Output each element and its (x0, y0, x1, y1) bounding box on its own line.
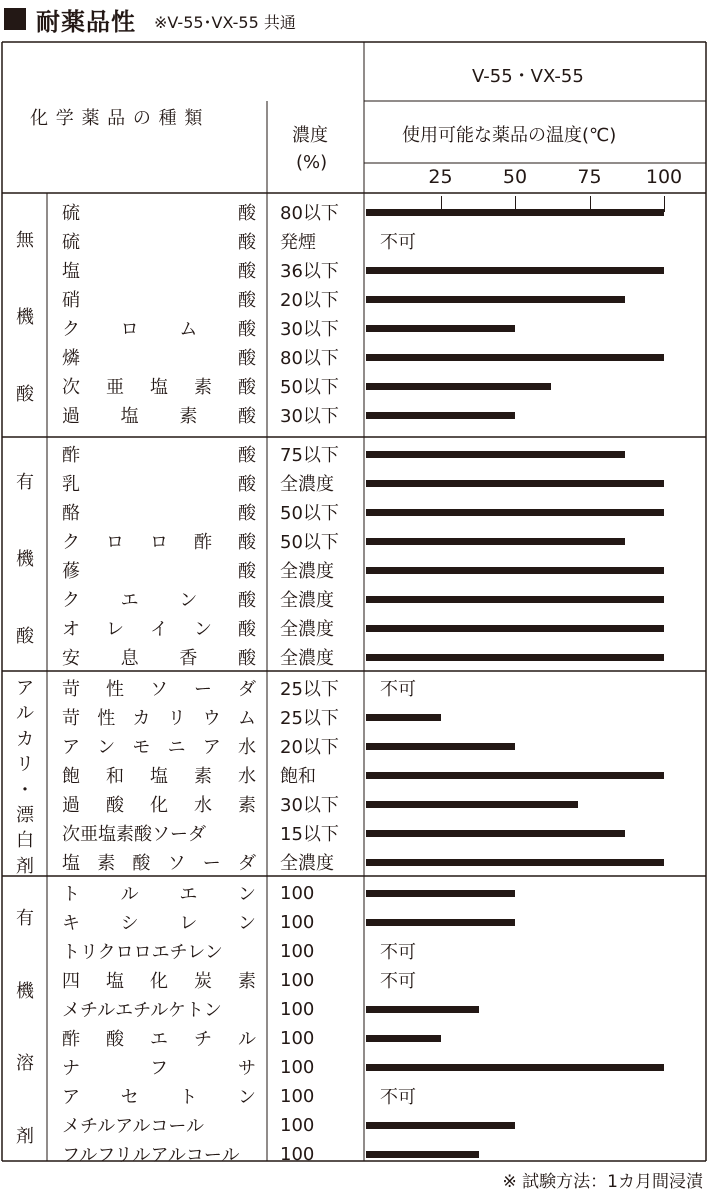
temperature-bar (366, 567, 664, 574)
chemical-name-part: ト (179, 1087, 198, 1108)
temperature-bar (366, 412, 515, 419)
category-label-char: 機 (16, 549, 34, 570)
chemical-name-part: 酸 (237, 319, 256, 340)
concentration-value: 100 (280, 1027, 315, 1049)
category-label-char: ア (16, 678, 34, 699)
concentration-value: 100 (280, 911, 315, 933)
chemical-name-part: トリクロロエチレン (62, 942, 223, 963)
not-allowed-label: 不可 (380, 232, 416, 253)
temperature-bar (366, 1006, 479, 1013)
chemical-name-part: 酸 (132, 853, 151, 874)
chemical-name-part: 酸 (237, 648, 256, 669)
concentration-value: 全濃度 (280, 619, 334, 640)
chemical-name-part: オ (62, 619, 80, 640)
temperature-bar (366, 890, 515, 897)
chemical-name-part: 水 (237, 737, 256, 758)
chemical-name-part: ム (179, 319, 198, 340)
chemical-name-part: 酸 (238, 503, 256, 524)
temperature-bar (366, 743, 515, 750)
chemical-name-part: イ (150, 619, 168, 640)
chemical-name (62, 674, 256, 702)
concentration-value: 全濃度 (280, 474, 334, 495)
temperature-bar (366, 801, 578, 808)
chemical-name (62, 527, 256, 555)
category-label-char: 無 (16, 229, 34, 251)
temperature-bar (366, 538, 625, 545)
chemical-name (62, 908, 256, 936)
chemical-name-part: 過 (62, 406, 80, 427)
chemical-name-part: ン (237, 1087, 256, 1108)
chemical-name-part: ク (62, 590, 80, 611)
chemical-name-part: 塩 (62, 261, 80, 282)
chemical-name (62, 848, 256, 876)
chemical-name (62, 614, 256, 642)
chemical-name-part: 塩 (120, 406, 139, 427)
chemical-name-part: 塩 (62, 853, 80, 874)
chemical-name-part: ア (202, 737, 221, 758)
chemical-name-part: シ (120, 913, 139, 934)
category-label-char: ル (16, 703, 34, 725)
chemical-name-part: 酢 (62, 445, 80, 466)
chemical-name-part: メチルアルコール (62, 1116, 205, 1137)
chemical-name-part: ム (237, 708, 256, 729)
chemical-name-part: フ (150, 1058, 168, 1079)
chemical-name-part: エ (120, 590, 139, 611)
chemical-name-part: 素 (194, 766, 212, 787)
chemical-name-part: セ (120, 1087, 139, 1108)
chemical-name-part: 飽 (62, 766, 80, 787)
chemical-name (62, 703, 256, 731)
category-label-char: 溶 (16, 1053, 34, 1075)
temperature-bar (366, 209, 664, 216)
title-note: ※V-55･VX-55 共通 (154, 12, 296, 32)
chemical-name-part: 素 (238, 971, 256, 992)
chemical-name-part: 素 (97, 853, 116, 874)
chemical-name (62, 285, 256, 313)
chemical-name-part: ダ (237, 853, 256, 874)
chemical-name (62, 819, 256, 847)
category-label-char: 漂 (16, 804, 34, 826)
chemical-name-part: ン (179, 590, 198, 611)
temperature-bar (366, 714, 441, 721)
chemical-name (62, 1024, 256, 1052)
chemical-name-part: 硫 (62, 203, 80, 224)
category-label-char: 機 (16, 307, 34, 328)
concentration-value: 80以下 (280, 203, 339, 224)
concentration-value: 20以下 (280, 737, 339, 758)
concentration-value: 100 (280, 998, 315, 1020)
chemical-name-part: 酸 (237, 406, 256, 427)
chemical-name-part: ン (237, 913, 256, 934)
chemical-name-part: メチルエチルケトン (62, 1000, 222, 1021)
chemical-name-part: レ (106, 619, 124, 640)
category-label-char: ・ (16, 779, 34, 801)
chemical-name-part: 塩 (106, 971, 124, 992)
temperature-bar (366, 1151, 479, 1158)
chemical-name (62, 732, 256, 760)
chemical-name-part: 素 (238, 795, 256, 816)
conc-unit: (%) (296, 152, 328, 173)
chemical-name (62, 440, 256, 468)
test-method-note: ※ 試験方法：1カ月間浸漬 (502, 1172, 703, 1192)
chemical-name (62, 198, 256, 226)
concentration-value: 80以下 (280, 348, 339, 369)
concentration-value: 発煙 (280, 232, 316, 253)
concentration-value: 15以下 (280, 824, 339, 845)
chemical-name-part: 素 (194, 377, 212, 398)
chemical-name (62, 1140, 256, 1168)
temperature-bar (366, 267, 664, 274)
concentration-value: 25以下 (280, 679, 339, 700)
chemical-name-part: 乳 (62, 474, 80, 495)
chemical-name (62, 643, 256, 671)
chemical-name-part: 炭 (194, 971, 212, 992)
concentration-value: 飽和 (280, 766, 316, 787)
tick-label-50: 50 (502, 166, 528, 188)
concentration-value: 100 (280, 1143, 315, 1165)
chemical-name-part: ン (194, 619, 212, 640)
not-allowed-label: 不可 (380, 1087, 416, 1108)
chemical-name-part: ル (120, 884, 139, 905)
concentration-value: 100 (280, 882, 315, 904)
category-label-char: 剤 (16, 855, 34, 877)
chemical-name-part: ソ (150, 679, 168, 700)
category-label-char: 酸 (16, 384, 34, 406)
concentration-value: 30以下 (280, 406, 339, 427)
chemical-name-part: 酸 (106, 795, 124, 816)
chemical-name-part: 過 (62, 795, 80, 816)
chemical-name-part: ク (62, 532, 80, 553)
chemical-name-part: 硝 (62, 290, 80, 311)
chemical-name-part: 性 (106, 679, 124, 700)
chemical-name-part: ク (62, 319, 80, 340)
concentration-value: 100 (280, 940, 315, 962)
concentration-value: 20以下 (280, 290, 339, 311)
chemical-name-part: サ (238, 1058, 256, 1079)
category-label-char: 剤 (16, 1125, 34, 1147)
chemical-name-part: 酸 (238, 532, 256, 553)
chemical-name-part: ト (62, 884, 80, 905)
chemical-name-part: エ (150, 1029, 168, 1050)
chemical-name-part: 酢 (194, 532, 212, 553)
concentration-value: 100 (280, 1114, 315, 1136)
chemical-name-part: ル (238, 1029, 256, 1050)
chemical-name (62, 585, 256, 613)
concentration-value: 50以下 (280, 377, 339, 398)
chemical-name-part: ソ (167, 853, 186, 874)
chemical-name (62, 314, 256, 342)
chemical-name-part: 和 (106, 766, 124, 787)
chemical-name-part: 酸 (238, 377, 256, 398)
chemical-name-part: 酸 (238, 561, 256, 582)
chemical-name-part: 酸 (238, 348, 256, 369)
concentration-value: 36以下 (280, 261, 339, 282)
temperature-bar (366, 1035, 441, 1042)
chemical-name-part: 蓚 (62, 561, 80, 582)
chemical-name-part: 苛 (62, 708, 80, 729)
chemical-name (62, 966, 256, 994)
tick-label-75: 75 (577, 166, 602, 188)
chemical-name-part: 香 (179, 648, 198, 669)
concentration-value: 50以下 (280, 532, 339, 553)
chemical-name (62, 937, 256, 965)
temperature-bar (366, 830, 625, 837)
chemical-name-part: 酸 (237, 590, 256, 611)
category-label-char: 有 (16, 471, 34, 493)
chemical-name-part: 化 (150, 971, 168, 992)
chemical-name (62, 1053, 256, 1081)
temperature-bar (366, 1064, 664, 1071)
chemical-name-part: チ (194, 1029, 212, 1050)
chemical-name-part: モ (132, 737, 151, 758)
temperature-bar (366, 1122, 515, 1129)
chemical-name-part: 酪 (62, 503, 80, 524)
temperature-bar (366, 772, 664, 779)
chemical-name-part: 酢 (62, 1029, 80, 1050)
chemical-name-part: 次亜塩素酸ソーダ (62, 824, 206, 845)
chemical-name-part: キ (62, 913, 80, 934)
chemical-name-part: 硫 (62, 232, 80, 253)
temperature-bar (366, 859, 664, 866)
chemical-name (62, 790, 256, 818)
chemical-name-part: フルフリルアルコール (62, 1145, 240, 1166)
chemical-name-part: エ (179, 884, 198, 905)
chemical-name-part: 苛 (62, 679, 80, 700)
chemical-name-part: 次 (62, 377, 80, 398)
temperature-bar (366, 596, 664, 603)
chemical-name-part: ダ (238, 679, 256, 700)
concentration-value: 全濃度 (280, 648, 334, 669)
chemical-name-part: ン (97, 737, 116, 758)
tick-mark-100 (664, 196, 665, 212)
category-label-char: カ (16, 728, 34, 750)
not-allowed-label: 不可 (380, 971, 416, 992)
chemical-name-part: 酸 (238, 232, 256, 253)
concentration-value: 100 (280, 969, 315, 991)
temperature-bar (366, 480, 664, 487)
chemical-name-part: ー (194, 679, 212, 700)
category-label-char: 有 (16, 908, 34, 930)
chemical-name (62, 995, 256, 1023)
temperature-bar (366, 919, 515, 926)
temperature-bar (366, 625, 664, 632)
chemical-name (62, 498, 256, 526)
chemical-name-part: 酸 (238, 261, 256, 282)
page-title: 耐薬品性 (36, 7, 136, 36)
chemical-name-part: ニ (167, 737, 186, 758)
chemical-name-part: 水 (194, 795, 212, 816)
tick-label-100: 100 (645, 166, 683, 188)
chemical-name (62, 1111, 256, 1139)
temp-header: 使用可能な薬品の温度(℃) (402, 125, 617, 146)
chemical-name (62, 372, 256, 400)
chemical-name-part: 四 (62, 971, 80, 992)
chemical-name-part: カ (132, 708, 151, 729)
temperature-bar (366, 296, 625, 303)
chemical-name-part: 酸 (238, 619, 256, 640)
chemical-name (62, 256, 256, 284)
chemical-name-part: リ (167, 708, 186, 729)
chemical-name-part: 息 (120, 648, 139, 669)
chemical-name-part: ロ (120, 319, 139, 340)
concentration-value: 全濃度 (280, 853, 334, 874)
chemical-name-part: ン (237, 884, 256, 905)
temperature-bar (366, 325, 515, 332)
chemical-name-part: 亜 (106, 377, 124, 398)
chemical-name-part: ナ (62, 1058, 80, 1079)
chemical-name-part: 酸 (238, 474, 256, 495)
temperature-bar (366, 451, 625, 458)
chemical-name-part: 化 (150, 795, 168, 816)
chemical-name-part: ウ (202, 708, 221, 729)
not-allowed-label: 不可 (380, 942, 416, 963)
category-label-char: リ (16, 754, 34, 776)
chemical-name (62, 556, 256, 584)
chemical-name-part: レ (179, 913, 198, 934)
category-label-char: 機 (16, 980, 34, 1002)
concentration-value: 100 (280, 1085, 315, 1107)
chemical-name-part: ア (62, 1087, 80, 1108)
chemical-name-part: ロ (150, 532, 168, 553)
category-label-char: 白 (16, 830, 34, 852)
temperature-bar (366, 354, 664, 361)
category-label-char: 酸 (16, 626, 34, 648)
chemical-name-part: 酸 (238, 203, 256, 224)
product-header: V-55・VX-55 (472, 66, 584, 87)
concentration-value: 100 (280, 1056, 315, 1078)
concentration-value: 25以下 (280, 708, 339, 729)
concentration-value: 75以下 (280, 445, 339, 466)
temperature-bar (366, 654, 664, 661)
concentration-value: 全濃度 (280, 590, 334, 611)
concentration-value: 30以下 (280, 795, 339, 816)
concentration-value: 30以下 (280, 319, 339, 340)
chemical-name-part: ロ (106, 532, 124, 553)
chemical-name (62, 469, 256, 497)
chemical-name-part: ー (202, 853, 221, 874)
chem-type-header: 化 学 薬 品 の 種 類 (30, 108, 204, 129)
chemical-name (62, 227, 256, 255)
chemical-name-part: 素 (179, 406, 198, 427)
chemical-name-part: ア (62, 737, 80, 758)
tick-label-25: 25 (428, 166, 453, 188)
chemical-name (62, 761, 256, 789)
temperature-bar (366, 509, 664, 516)
chemical-name (62, 879, 256, 907)
chemical-name-part: 塩 (150, 377, 168, 398)
chemical-name (62, 401, 256, 429)
conc-header: 濃度 (292, 125, 328, 146)
concentration-value: 全濃度 (280, 561, 334, 582)
chemical-name (62, 343, 256, 371)
not-allowed-label: 不可 (380, 679, 416, 700)
chemical-name-part: 安 (62, 648, 80, 669)
chemical-name (62, 1082, 256, 1110)
chemical-name-part: 性 (97, 708, 116, 729)
chemical-name-part: 酸 (106, 1029, 124, 1050)
chemical-name-part: 塩 (150, 766, 168, 787)
chemical-name-part: 燐 (62, 348, 80, 369)
chemical-name-part: 水 (238, 766, 256, 787)
chemical-name-part: 酸 (238, 290, 256, 311)
concentration-value: 50以下 (280, 503, 339, 524)
temperature-bar (366, 383, 551, 390)
chemical-name-part: 酸 (238, 445, 256, 466)
